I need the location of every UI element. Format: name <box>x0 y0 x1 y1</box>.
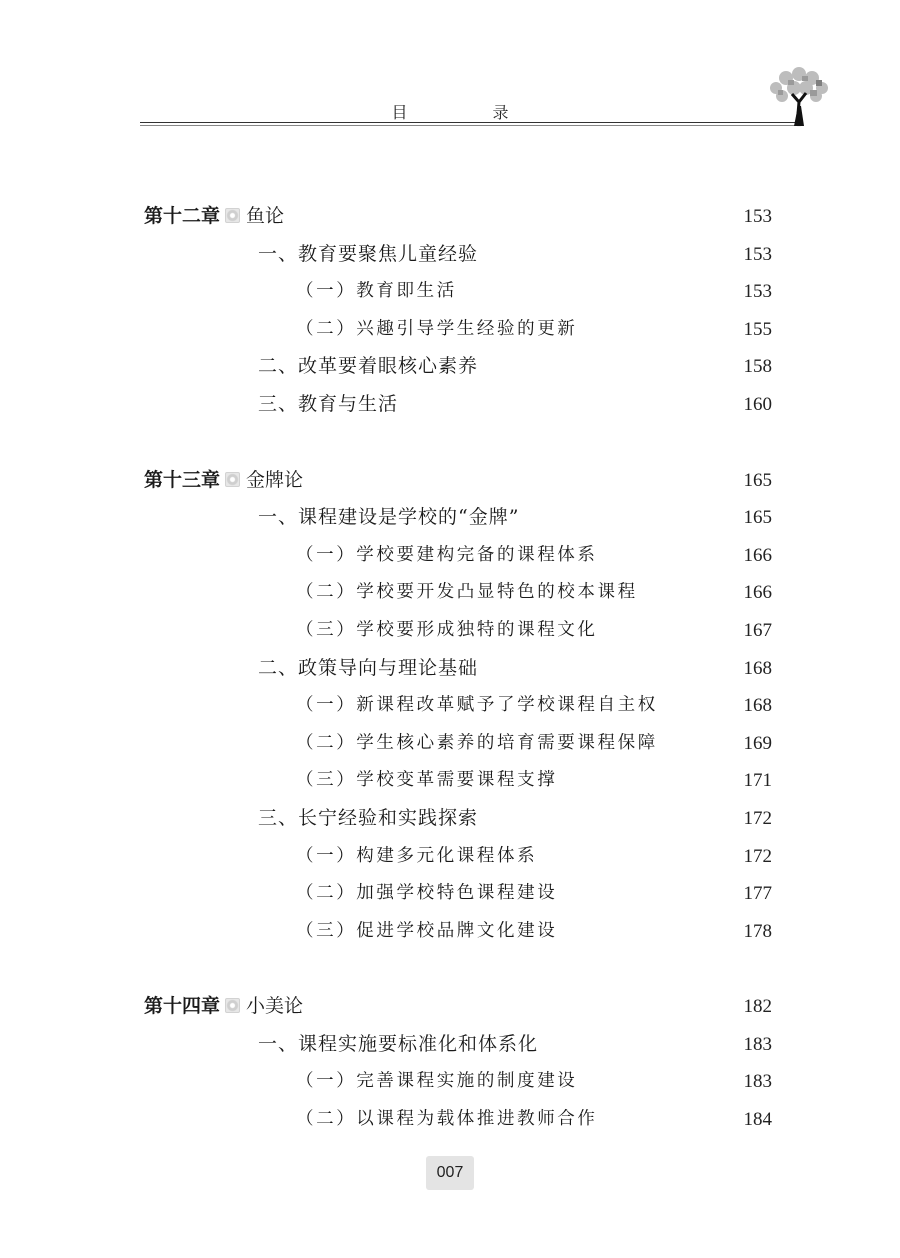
subsection-page: 168 <box>743 695 772 717</box>
chapter-marker-icon <box>225 998 240 1013</box>
toc-subsection-entry[interactable] <box>0 1101 900 1139</box>
toc-chapter-entry[interactable] <box>0 198 900 236</box>
toc-subsection-entry[interactable] <box>0 875 900 913</box>
toc-chapter-entry[interactable] <box>0 462 900 500</box>
subsection-title: （二）学生核心素养的培育需要课程保障 <box>296 732 658 753</box>
subsection-title: （一）新课程改革赋予了学校课程自主权 <box>296 695 658 716</box>
toc-subsection-entry[interactable] <box>0 762 900 800</box>
chapter-marker-icon <box>225 208 240 223</box>
chapter-marker-icon <box>225 472 240 487</box>
subsection-title: （一）学校要建构完备的课程体系 <box>296 544 598 565</box>
chapter-title: 小美论 <box>246 995 304 1018</box>
chapter-page: 182 <box>743 996 772 1018</box>
chapter-label: 第十三章 <box>144 468 221 491</box>
subsection-page: 172 <box>743 845 772 867</box>
subsection-page: 166 <box>743 582 772 604</box>
chapter-page: 165 <box>743 469 772 491</box>
toc-subsection-entry[interactable] <box>0 687 900 725</box>
section-title: 二、改革要着眼核心素养 <box>258 355 479 378</box>
subsection-page: 183 <box>743 1071 772 1093</box>
toc-subsection-entry[interactable] <box>0 273 900 311</box>
subsection-title: （一）构建多元化课程体系 <box>296 845 538 866</box>
toc-subsection-entry[interactable] <box>0 537 900 575</box>
toc-section-entry[interactable] <box>0 236 900 274</box>
section-title: 一、教育要聚焦儿童经验 <box>258 242 479 265</box>
subsection-page: 184 <box>743 1109 772 1131</box>
chapter-heading <box>144 462 303 500</box>
subsection-page: 171 <box>743 770 772 792</box>
section-title: 一、课程建设是学校的“金牌” <box>258 506 520 529</box>
toc-section-entry[interactable] <box>0 1026 900 1064</box>
toc-section-entry[interactable] <box>0 800 900 838</box>
header-title: 目 录 <box>391 103 549 122</box>
header-rule <box>140 122 802 123</box>
subsection-title: （二）以课程为载体推进教师合作 <box>296 1109 598 1130</box>
section-title: 三、教育与生活 <box>258 392 399 415</box>
subsection-title: （二）加强学校特色课程建设 <box>296 883 558 904</box>
toc-subsection-entry[interactable] <box>0 725 900 763</box>
subsection-title: （二）兴趣引导学生经验的更新 <box>296 318 578 339</box>
subsection-title: （三）促进学校品牌文化建设 <box>296 920 558 941</box>
section-page: 160 <box>743 393 772 415</box>
chapter-gap <box>0 424 900 462</box>
subsection-page: 167 <box>743 619 772 641</box>
section-page: 183 <box>743 1033 772 1055</box>
toc-subsection-entry[interactable] <box>0 311 900 349</box>
toc-subsection-entry[interactable] <box>0 574 900 612</box>
section-page: 165 <box>743 507 772 529</box>
section-title: 一、课程实施要标准化和体系化 <box>258 1032 539 1055</box>
section-page: 158 <box>743 356 772 378</box>
subsection-title: （三）学校变革需要课程支撑 <box>296 770 558 791</box>
chapter-heading <box>144 988 303 1026</box>
toc-subsection-entry[interactable] <box>0 612 900 650</box>
section-page: 168 <box>743 657 772 679</box>
chapter-title: 鱼论 <box>246 205 285 227</box>
toc-section-entry[interactable] <box>0 499 900 537</box>
subsection-page: 166 <box>743 544 772 566</box>
subsection-page: 178 <box>743 920 772 942</box>
toc-subsection-entry[interactable] <box>0 838 900 876</box>
subsection-page: 155 <box>743 318 772 340</box>
tree-logo-icon <box>764 66 834 128</box>
subsection-title: （二）学校要开发凸显特色的校本课程 <box>296 582 638 603</box>
page-number: 007 <box>426 1156 474 1190</box>
section-title: 二、政策导向与理论基础 <box>258 656 479 679</box>
section-title: 三、长宁经验和实践探索 <box>258 806 479 829</box>
toc-chapter-entry[interactable] <box>0 988 900 1026</box>
subsection-title: （一）教育即生活 <box>296 281 457 302</box>
toc-section-entry[interactable] <box>0 386 900 424</box>
subsection-title: （三）学校要形成独特的课程文化 <box>296 619 598 640</box>
chapter-heading <box>144 198 284 236</box>
chapter-gap <box>0 950 900 988</box>
chapter-label: 第十四章 <box>144 995 221 1018</box>
subsection-page: 169 <box>743 732 772 754</box>
chapter-title: 金牌论 <box>246 468 304 491</box>
chapter-label: 第十二章 <box>144 205 221 227</box>
chapter-page: 153 <box>743 206 772 227</box>
section-page: 172 <box>743 807 772 829</box>
header-rule-thin <box>140 125 802 126</box>
toc-section-entry[interactable] <box>0 650 900 688</box>
subsection-page: 153 <box>743 281 772 303</box>
toc-subsection-entry[interactable] <box>0 913 900 951</box>
subsection-page: 177 <box>743 883 772 905</box>
toc-subsection-entry[interactable] <box>0 1063 900 1101</box>
subsection-title: （一）完善课程实施的制度建设 <box>296 1071 578 1092</box>
toc-section-entry[interactable] <box>0 348 900 386</box>
table-of-contents <box>0 198 900 1139</box>
section-page: 153 <box>743 243 772 265</box>
